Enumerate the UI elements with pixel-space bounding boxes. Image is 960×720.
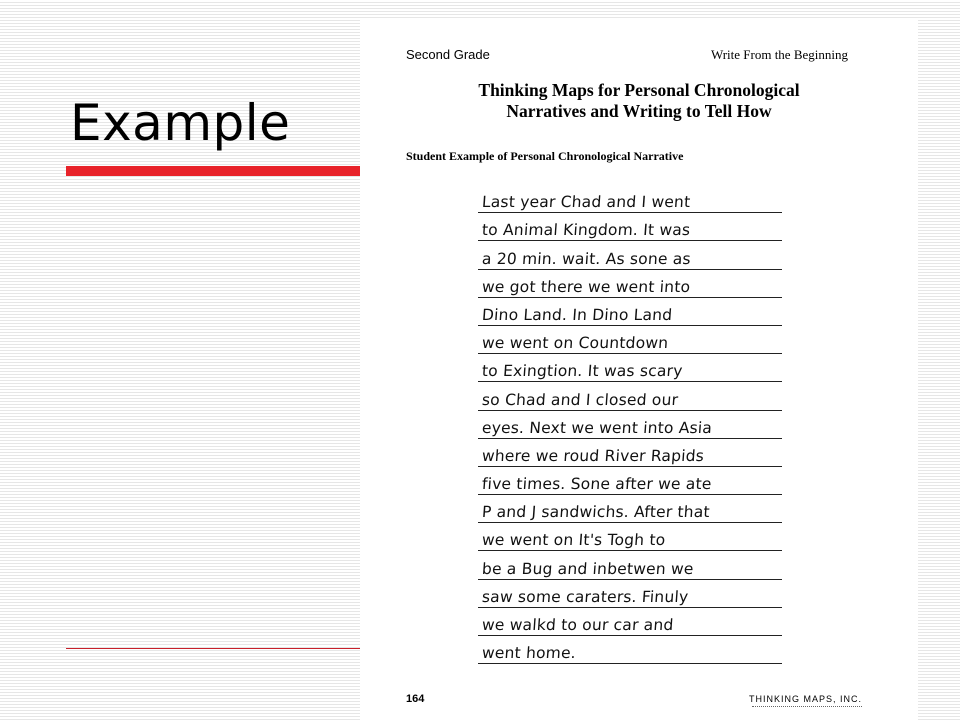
handwritten-line	[478, 551, 782, 579]
publisher-name: THINKING MAPS, INC.	[748, 694, 862, 704]
handwritten-line	[478, 636, 782, 664]
page-header-series: Write From the Beginning	[710, 47, 848, 62]
handwritten-line-text: where we roud River Rapids	[481, 446, 705, 465]
page-heading-line-1: Thinking Maps for Personal Chronological	[478, 80, 800, 100]
handwritten-line-text: P and J sandwichs. After that	[481, 503, 711, 522]
handwritten-line	[478, 185, 782, 213]
handwritten-line	[478, 354, 782, 382]
page-number: 164	[406, 693, 425, 705]
page-header-grade: Second Grade	[406, 47, 490, 62]
handwritten-line	[478, 523, 782, 551]
handwritten-line-text: Dino Land. In Dino Land	[481, 305, 673, 324]
handwritten-line-text: Last year Chad and I went	[481, 193, 691, 212]
handwritten-line	[478, 298, 782, 326]
handwritten-line-text: we went on It's Togh to	[481, 531, 667, 550]
page-heading-line-2: Narratives and Writing to Tell How	[506, 101, 772, 121]
handwritten-line	[478, 326, 782, 354]
handwritten-line-text: be a Bug and inbetwen we	[481, 559, 695, 578]
page-heading	[360, 80, 918, 122]
handwritten-line-text: saw some caraters. Finuly	[481, 587, 689, 606]
handwritten-line-text: a 20 min. wait. As sone as	[481, 249, 692, 268]
publisher-fine-print	[752, 706, 862, 709]
handwritten-line-text: we got there we went into	[481, 277, 691, 296]
handwritten-line-text: so Chad and I closed our	[481, 390, 679, 409]
handwritten-line-text: we went on Countdown	[481, 334, 669, 353]
handwritten-line	[478, 608, 782, 636]
handwritten-line	[478, 213, 782, 241]
handwritten-line	[478, 382, 782, 410]
handwritten-line-text: five times. Sone after we ate	[481, 475, 713, 494]
handwritten-line-text: went home.	[481, 644, 577, 663]
handwritten-line	[478, 270, 782, 298]
handwritten-line	[478, 580, 782, 608]
handwritten-line-text: eyes. Next we went into Asia	[481, 418, 713, 437]
handwritten-line	[478, 467, 782, 495]
handwritten-line	[478, 241, 782, 269]
handwritten-line	[478, 411, 782, 439]
title-accent-bar	[66, 166, 360, 176]
handwritten-line	[478, 439, 782, 467]
handwritten-line-text: to Exingtion. It was scary	[481, 362, 684, 381]
handwritten-line-text: we walkd to our car and	[481, 616, 675, 634]
page-subheading: Student Example of Personal Chronological Narrative	[406, 149, 684, 163]
handwritten-narrative	[478, 185, 782, 664]
handwritten-line-text: to Animal Kingdom. It was	[481, 221, 691, 240]
worksheet-page	[360, 20, 918, 720]
slide-title: Example	[70, 94, 291, 152]
handwritten-line	[478, 495, 782, 523]
bottom-rule	[66, 648, 360, 649]
